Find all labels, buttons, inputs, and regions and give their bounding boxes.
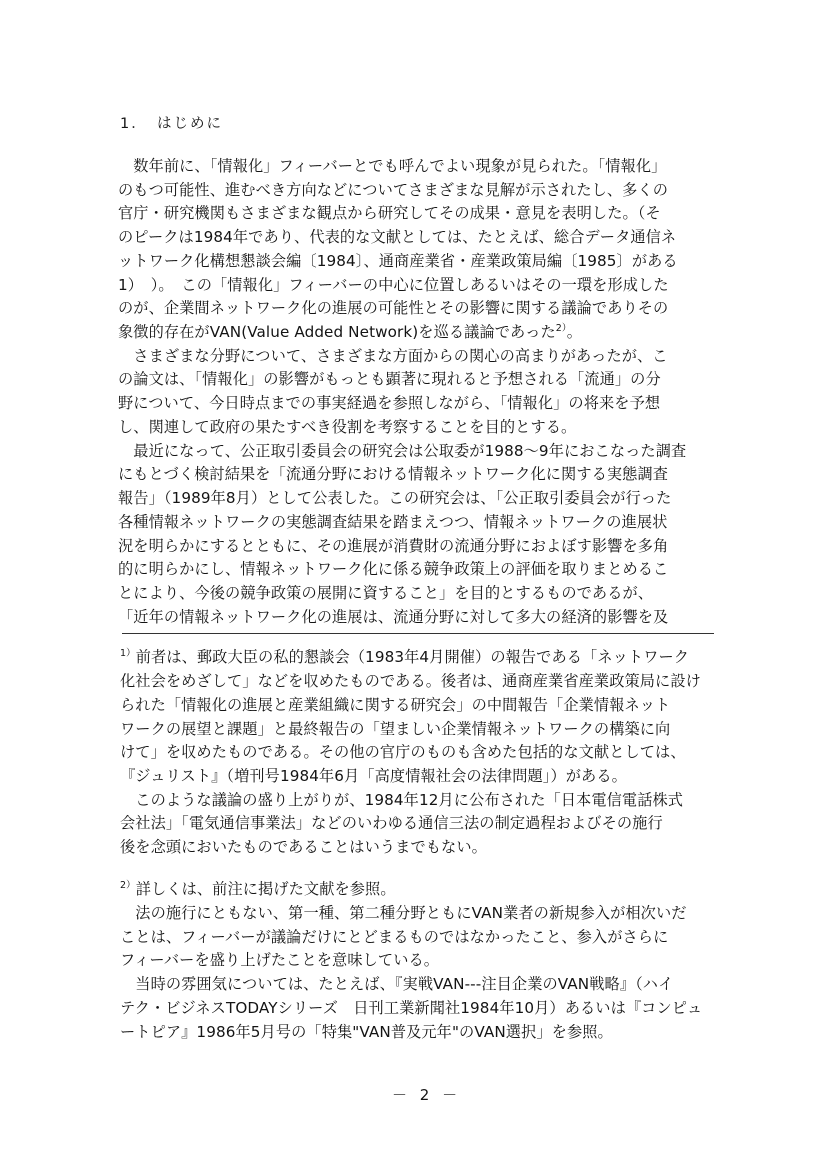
body-line: のピークは1984年であり、代表的な文献としては、たとえば、総合データ通信ネ [118,228,677,246]
body-line: にもとづく検討結果を「流通分野における情報ネットワーク化に関する実態調査 [118,465,669,483]
body-line-text: 象徴的存在がVAN(Value Added Network)を巡る議論であった [118,323,556,341]
footnote-1-line: 会社法」「電気通信事業法」などのいわゆる通信三法の制定過程およびその施行 [120,814,663,832]
body-line: の論文は、「情報化」の影響がもっとも顕著に現れると予想される「流通」の分 [118,370,661,388]
footnote-1-line: このような議論の盛り上がりが、1984年12月に公布された「日本電信電話株式 [120,791,684,809]
body-line: 的に明らかにし、情報ネットワーク化に係る競争政策上の評価を取りまとめるこ [118,560,669,578]
body-line: ットワーク化構想懇談会編〔1984〕、通商産業省・産業政策局編〔1985〕がある [118,252,678,270]
footnote-divider [122,633,714,634]
body-line: 各種情報ネットワークの実態調査結果を踏まえつつ、情報ネットワークの進展状 [118,513,668,531]
footnote-1-line: 化社会をめざして」などを収めたものである。後者は、通商産業省産業政策局に設け [120,672,701,690]
body-line: し、関連して政府の果たすべき役割を考察することを目的とする。 [118,418,577,436]
footnote-2-line: ートピア』1986年5月号の「特集"VAN普及元年"のVAN選択」を参照。 [120,1023,613,1041]
body-line: さまざまな分野について、さまざまな方面からの関心の高まりがあったが、こ [118,347,668,365]
footnote-2-line [120,879,396,899]
body-line [118,322,582,342]
section-heading: 1． はじめに [120,116,223,132]
footnote-2-mark: 2） [120,879,136,891]
footnote-1-mark: 1） [120,647,136,659]
footnote-2-text: 詳しくは、前注に掲げた文献を参照。 [135,880,396,898]
body-line-tail: 。 [566,323,583,341]
footnote-1-text: 前者は、郵政大臣の私的懇談会（1983年4月開催）の報告である「ネットワーク [135,648,690,666]
body-line: 野について、今日時点までの事実経過を参照しながら、「情報化」の将来を予想 [118,394,661,412]
page-number: － 2 － [392,1086,462,1104]
body-line: のが、企業間ネットワーク化の進展の可能性とその影響に関する議論でありその [118,299,669,317]
body-line: 官庁・研究機関もさまざまな観点から研究してその成果・意見を表明した。（そ [118,204,661,222]
footnote-2-line: 当時の雰囲気については、たとえば、『実戦VAN---注目企業のVAN戦略』（ハイ [120,975,674,993]
footnote-2-line: 法の施行にともない、第一種、第二種分野ともにVAN業者の新規参入が相次いだ [120,904,687,922]
body-line: 況を明らかにするとともに、その進展が消費財の流通分野におよぼす影響を多角 [118,537,669,555]
footnote-1-line: ワークの展望と課題」と最終報告の「望ましい企業情報ネットワークの構築に向 [120,720,671,738]
footnote-2-line: ことは、フィーバーが議論だけにとどまるものではなかったこと、参入がさらに [120,928,669,946]
footnote-2-line: フィーバーを盛り上げたことを意味している。 [120,951,440,969]
footnote-1-line: けて」を収めたものである。その他の官庁のものも含めた包括的な文献としては、 [120,743,686,761]
footnote-1-line: 『ジュリスト』（増刊号1984年6月「高度情報社会の法律問題」）がある。 [120,767,627,785]
footnote-1-line [120,647,689,667]
body-line: 1） ）。 この「情報化」フィーバーの中心に位置しあるいはその一環を形成した [118,276,669,294]
body-line: 数年前に、「情報化」フィーバーとでも呼んでよい現象が見られた。「情報化」 [118,157,667,175]
body-line: とにより、今後の競争政策の展開に資すること」を目的とするものであるが、 [118,584,654,602]
footnote-ref-2: 2） [555,322,567,334]
body-line: 最近になって、公正取引委員会の研究会は公取委が1988～9年におこなった調査 [118,442,687,460]
body-line: 報告」（1989年8月）として公表した。この研究会は、「公正取引委員会が行った [118,489,672,507]
body-line: のもつ可能性、進むべき方向などについてさまざまな見解が示されたし、多くの [118,181,669,199]
body-line: 「近年の情報ネットワーク化の進展は、流通分野に対して多大の経済的影響を及 [118,608,669,626]
footnote-2-line: テク・ビジネスTODAYシリーズ 日刊工業新聞社1984年10月）あるいは『コンピュ [120,999,703,1017]
footnote-1-line: 後を念頭においたものであることはいうまでもない。 [120,838,487,856]
footnote-1-line: られた「情報化の進展と産業組織に関する研究会」の中間報告「企業情報ネット [120,696,671,714]
